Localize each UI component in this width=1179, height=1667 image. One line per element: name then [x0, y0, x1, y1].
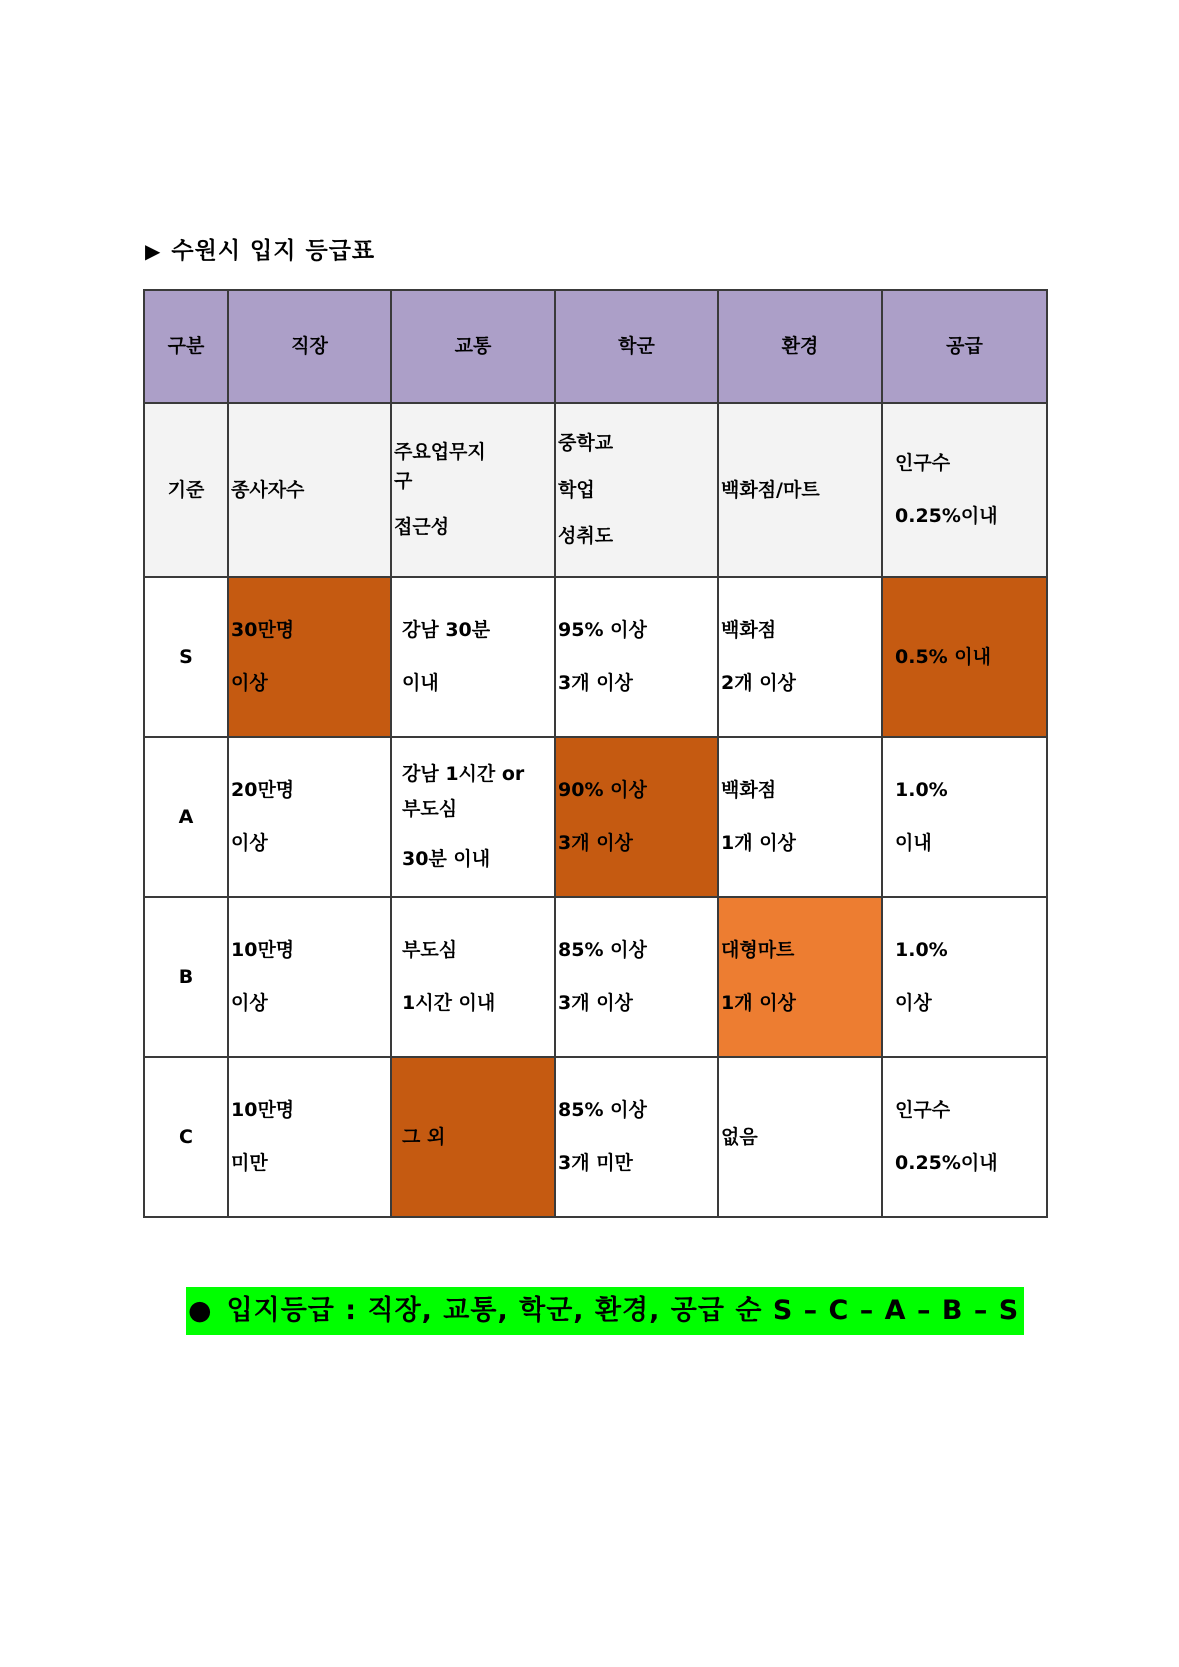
cell-line: 종사자수 — [231, 478, 305, 501]
cell-environment — [718, 577, 882, 737]
cell-supply — [882, 897, 1047, 1057]
criteria-label: 기준 — [144, 403, 228, 577]
header-environment: 환경 — [718, 290, 882, 403]
criteria-school — [555, 403, 718, 577]
header-supply: 공급 — [882, 290, 1047, 403]
cell-line: 이상 — [231, 672, 268, 694]
cell-school — [555, 737, 718, 897]
header-school: 학군 — [555, 290, 718, 403]
cell-line: 백화점 — [721, 619, 777, 642]
header-category: 구분 — [144, 290, 228, 403]
cell-line: 95% 이상 — [558, 619, 647, 642]
cell-line: 3개 미만 — [558, 1152, 633, 1174]
grade-row-s — [144, 577, 1047, 737]
grade-label: C — [144, 1057, 228, 1217]
cell-line: 강남 30분 — [402, 619, 491, 642]
cell-line: 20만명 — [231, 779, 295, 802]
cell-line: 1개 이상 — [721, 992, 796, 1014]
grade-label: B — [144, 897, 228, 1057]
cell-line: 없음 — [721, 1125, 758, 1148]
criteria-environment — [718, 403, 882, 577]
cell-line: 이상 — [231, 832, 268, 854]
criteria-row — [144, 403, 1047, 577]
grade-label: A — [144, 737, 228, 897]
cell-line: 1.0% — [895, 939, 948, 962]
cell-school — [555, 897, 718, 1057]
bullet-icon: ● — [188, 1295, 213, 1326]
cell-line: 백화점/마트 — [721, 478, 820, 501]
cell-transport — [391, 737, 555, 897]
cell-line: 3개 이상 — [558, 672, 633, 694]
cell-school — [555, 1057, 718, 1217]
cell-line: 3개 이상 — [558, 992, 633, 1014]
cell-line: 주요업무지 — [394, 440, 486, 463]
header-job: 직장 — [228, 290, 391, 403]
cell-line: 강남 1시간 or — [402, 762, 525, 785]
cell-line: 1개 이상 — [721, 832, 796, 854]
cell-line: 85% 이상 — [558, 939, 647, 962]
cell-line: 90% 이상 — [558, 779, 647, 802]
grade-table — [143, 289, 1048, 1218]
cell-line: 인구수 — [895, 1099, 951, 1122]
cell-job — [228, 1057, 391, 1217]
criteria-transport — [391, 403, 555, 577]
cell-line: 부도심 — [402, 797, 458, 820]
cell-transport — [391, 577, 555, 737]
cell-line: 중학교 — [558, 431, 614, 454]
cell-supply — [882, 577, 1047, 737]
cell-supply — [882, 1057, 1047, 1217]
table-header-row — [144, 290, 1047, 403]
cell-line: 0.25%이내 — [895, 505, 998, 527]
cell-line: 그 외 — [402, 1125, 446, 1148]
page-title-text: 수원시 입지 등급표 — [171, 238, 376, 264]
cell-line: 30만명 — [231, 619, 295, 642]
cell-line: 1.0% — [895, 779, 948, 802]
cell-line: 30분 이내 — [402, 848, 491, 871]
triangle-right-icon: ▶ — [145, 239, 162, 263]
cell-line: 대형마트 — [721, 939, 795, 962]
cell-line: 백화점 — [721, 779, 777, 802]
cell-line: 성취도 — [558, 525, 614, 548]
cell-line: 학업 — [558, 478, 595, 501]
cell-transport — [391, 897, 555, 1057]
cell-transport — [391, 1057, 555, 1217]
cell-line: 0.5% 이내 — [895, 645, 992, 668]
cell-line: 3개 이상 — [558, 832, 633, 854]
header-transport: 교통 — [391, 290, 555, 403]
cell-line: 이내 — [402, 672, 439, 694]
cell-line: 85% 이상 — [558, 1099, 647, 1122]
summary-text: 입지등급 : 직장, 교통, 학군, 환경, 공급 순 S – C – A – B – S — [226, 1295, 1020, 1326]
grade-row-a — [144, 737, 1047, 897]
page-title — [145, 232, 375, 265]
cell-line: 1시간 이내 — [402, 992, 496, 1014]
cell-line: 2개 이상 — [721, 672, 796, 694]
cell-supply — [882, 737, 1047, 897]
cell-line: 이상 — [895, 992, 932, 1014]
cell-line: 접근성 — [394, 516, 450, 539]
grade-row-c — [144, 1057, 1047, 1217]
cell-environment — [718, 737, 882, 897]
cell-line: 이상 — [231, 992, 268, 1014]
cell-line: 10만명 — [231, 939, 295, 962]
grade-row-b — [144, 897, 1047, 1057]
cell-line: 미만 — [231, 1152, 268, 1174]
cell-line: 10만명 — [231, 1099, 295, 1122]
cell-line: 이내 — [895, 832, 932, 854]
cell-line: 부도심 — [402, 939, 458, 962]
summary-banner — [186, 1287, 1024, 1335]
cell-school — [555, 577, 718, 737]
cell-job — [228, 897, 391, 1057]
cell-line: 0.25%이내 — [895, 1152, 998, 1174]
grade-label: S — [144, 577, 228, 737]
cell-line: 인구수 — [895, 452, 951, 475]
cell-job — [228, 737, 391, 897]
cell-environment — [718, 897, 882, 1057]
cell-environment — [718, 1057, 882, 1217]
cell-job — [228, 577, 391, 737]
cell-line: 구 — [394, 469, 413, 492]
criteria-job — [228, 403, 391, 577]
criteria-supply — [882, 403, 1047, 577]
